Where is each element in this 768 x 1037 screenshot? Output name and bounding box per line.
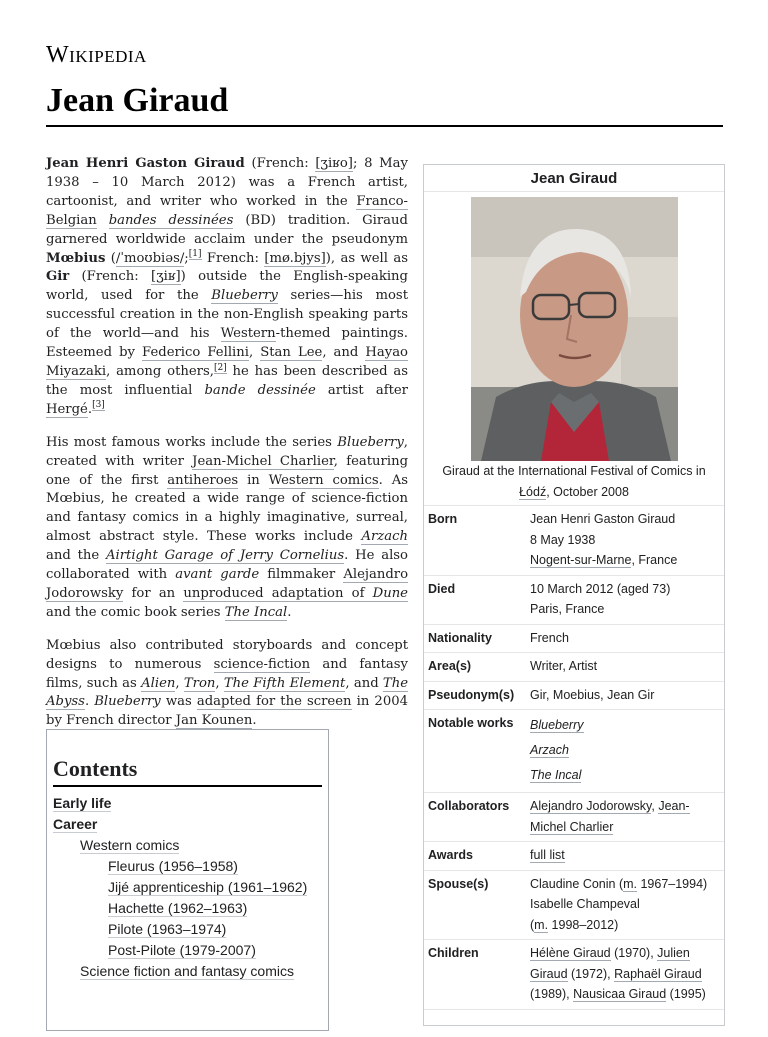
link-stan-lee[interactable]: Stan Lee <box>260 345 323 361</box>
link-arzach[interactable]: Arzach <box>361 529 408 545</box>
subject-name: Jean Henri Gaston Giraud <box>46 156 245 171</box>
toc-divider <box>53 785 322 787</box>
link-tron[interactable]: Tron <box>183 675 216 691</box>
intro-paragraph-1: Jean Henri Gaston Giraud (French: [ʒiʁo]; 8 May 1938 – 10 March 2012) was a French artist, cartoonist, and writer who worked in the Franco-Belgian bandes dessinées (BD) tradition. Giraud garnered worldwide acclaim under the pseudonym Mœbius (/ˈmoʊbiəs/;[1] French: [mø.bjys]), as well as Gir (French: [ʒiʁ]) outside the English-speaking world, used for the Blueberry series—his most successful creation in the non-English speaking parts of the world—and his Western-themed paintings. Esteemed by Federico Fellini, Stan Lee, and Hayao Miyazaki, among others,[2] he has been described as the most influential bande dessinée artist after Hergé.[3] <box>46 156 408 417</box>
row-born: Born Jean Henri Gaston Giraud 8 May 1938 Nogent-sur-Marne, France <box>424 505 724 575</box>
ref-1[interactable]: [1] <box>188 249 202 260</box>
link-the-incal[interactable]: The Incal <box>224 604 288 620</box>
link-bandes-dessinees[interactable]: bandes dessinées <box>108 212 234 228</box>
toc-item-hachette[interactable]: Hachette (1962–1963) <box>108 899 248 916</box>
link-franco-belgian[interactable]: Franco-Belgian <box>46 193 408 228</box>
link-herge[interactable]: Hergé <box>46 401 88 417</box>
row-notable-works: Notable works Blueberry Arzach The Incal <box>424 709 724 792</box>
awards-full-list[interactable]: full list <box>530 848 565 862</box>
link-lodz[interactable]: Łódź <box>519 485 547 499</box>
intro-paragraph-3: Mœbius also contributed storyboards and concept designs to numerous science-fiction and fantasy films, such as Alien, Tron, The Fifth Element, and The Abyss. Blueberry was adapted for the screen in 2004 by French director Jan Kounen. <box>46 637 409 729</box>
link-western[interactable]: Western <box>220 326 276 342</box>
portrait-photo[interactable] <box>471 197 678 461</box>
toc-title: Contents <box>53 756 138 781</box>
ref-2[interactable]: [2] <box>213 362 227 373</box>
row-areas: Area(s) Writer, Artist <box>424 652 724 681</box>
work-the-incal[interactable]: The Incal <box>530 768 582 782</box>
row-died: Died 10 March 2012 (aged 73) Paris, France <box>424 575 724 624</box>
link-the-abyss[interactable]: The Abyss <box>46 675 409 710</box>
link-jodorowsky[interactable]: Alejandro Jodorowsky <box>46 567 409 601</box>
married-abbr-2[interactable]: m. <box>534 917 549 932</box>
child-raphael[interactable]: Raphaël Giraud <box>614 966 702 981</box>
child-nausicaa[interactable]: Nausicaa Giraud <box>573 987 667 1001</box>
link-charlier[interactable]: Jean-Michel Charlier <box>192 453 334 469</box>
table-of-contents <box>46 729 329 1031</box>
row-empty <box>424 1009 724 1037</box>
link-nogent[interactable]: Nogent-sur-Marne <box>530 553 632 567</box>
collab-charlier[interactable]: Jean-Michel Charlier <box>530 799 690 834</box>
ipa-link-2[interactable]: /ˈmoʊbiəs/ <box>115 250 185 266</box>
toc-item-post-pilote[interactable]: Post-Pilote (1979-2007) <box>108 941 256 958</box>
child-helene[interactable]: Hélène Giraud <box>530 946 611 960</box>
toc-item-early-life[interactable]: Early life <box>53 794 112 811</box>
link-airtight-garage[interactable]: Airtight Garage of Jerry Cornelius <box>106 548 345 564</box>
married-abbr-1[interactable]: m. <box>623 876 637 891</box>
ipa-link-1[interactable]: [ʒiʁo] <box>315 156 353 171</box>
toc-item-western-comics[interactable]: Western comics <box>80 836 180 853</box>
link-fifth-element[interactable]: The Fifth Element <box>223 675 346 691</box>
link-unproduced-dune[interactable]: unproduced adaptation of Dune <box>183 585 408 601</box>
toc-item-jije[interactable]: Jijé apprenticeship (1961–1962) <box>108 878 308 895</box>
link-science-fiction[interactable]: science-fiction <box>213 656 311 672</box>
work-arzach[interactable]: Arzach <box>530 743 569 757</box>
photo-caption: Giraud at the International Festival of Comics in Łódź, October 2008 <box>442 464 706 499</box>
toc-item-pilote[interactable]: Pilote (1963–1974) <box>108 920 227 937</box>
toc-item-scifi-fantasy[interactable]: Science fiction and fantasy comics <box>80 962 294 979</box>
pseudonym-gir: Gir <box>46 269 70 285</box>
toc-item-career[interactable]: Career <box>53 815 98 832</box>
collab-jodorowsky[interactable]: Alejandro Jodorowsky <box>530 799 652 813</box>
row-pseudonyms: Pseudonym(s) Gir, Moebius, Jean Gir <box>424 681 724 710</box>
row-nationality: Nationality French <box>424 624 724 653</box>
intro-paragraph-2: His most famous works include the series Blueberry, created with writer Jean-Michel Charlier, featuring one of the first antiheroes in Western comics. As Mœbius, he created a wide range of science-fiction and fantasy comics in a highly imaginative, surreal, almost abstract style. These works include Arzach and the Airtight Garage of Jerry Cornelius. He also collaborated with avant garde filmmaker Alejandro Jodorowsky for an unproduced adaptation of Dune and the comic book series The Incal. <box>46 434 409 620</box>
link-miyazaki[interactable]: Hayao Miyazaki <box>46 345 408 379</box>
link-antiheroes[interactable]: antiheroes <box>167 472 239 488</box>
title-divider <box>46 125 723 127</box>
link-adapted-screen[interactable]: adapted for the screen <box>196 694 352 710</box>
row-spouses: Spouse(s) Claudine Conin (m. 1967–1994) Isabelle Champeval (m. 1998–2012) <box>424 870 724 940</box>
ipa-link-3[interactable]: [mø.bjys] <box>264 250 326 266</box>
wikipedia-wordmark[interactable]: Wikipedia <box>46 42 147 68</box>
infobox <box>423 164 725 1026</box>
child-julien[interactable]: Julien Giraud <box>530 946 690 981</box>
row-collaborators: Collaborators Alejandro Jodorowsky, Jean-Michel Charlier <box>424 792 724 841</box>
ipa-link-4[interactable]: [ʒiʁ] <box>151 269 181 285</box>
link-alien[interactable]: Alien <box>141 675 176 691</box>
row-awards: Awards full list <box>424 841 724 870</box>
toc-item-fleurus[interactable]: Fleurus (1956–1958) <box>108 857 238 874</box>
article-body <box>46 155 408 745</box>
row-children: Children Hélène Giraud (1970), Julien Giraud (1972), Raphaël Giraud (1989), Nausicaa Giraud (1995) <box>424 939 724 1009</box>
pseudonym-moebius: Mœbius <box>46 250 106 266</box>
link-jan-kounen[interactable]: Jan Kounen <box>175 713 253 729</box>
toc-list <box>47 793 328 982</box>
ref-3[interactable]: [3] <box>92 400 105 411</box>
work-blueberry[interactable]: Blueberry <box>530 718 584 732</box>
infobox-title: Jean Giraud <box>530 170 618 187</box>
page-title: Jean Giraud <box>46 82 229 119</box>
link-blueberry[interactable]: Blueberry <box>211 288 278 304</box>
link-western-comics[interactable]: Western comics <box>268 472 379 488</box>
link-fellini[interactable]: Federico Fellini <box>142 345 249 361</box>
